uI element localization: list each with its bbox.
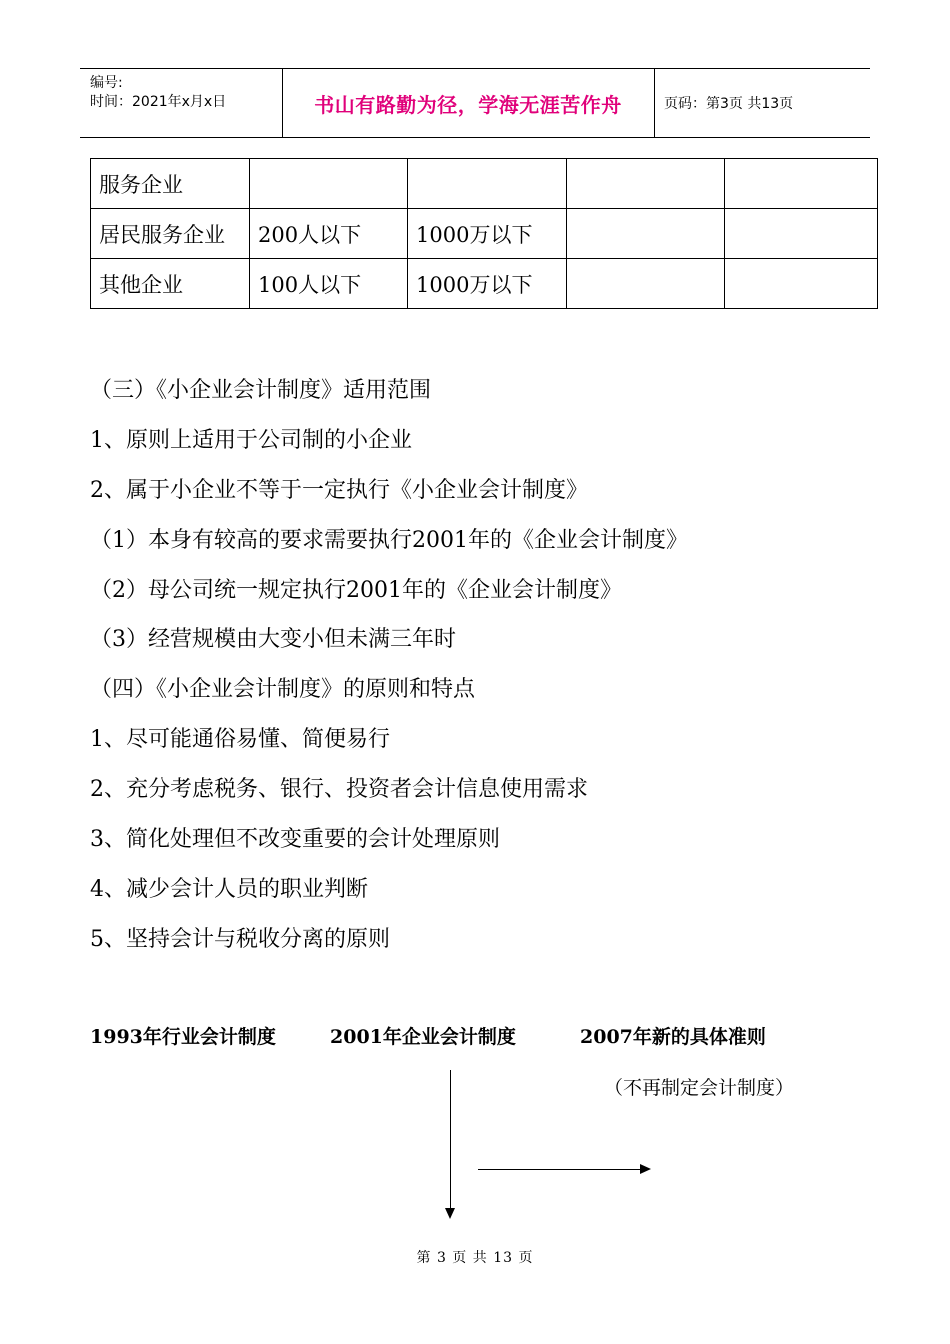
table-cell: 200人以下: [250, 209, 408, 259]
list-item: 3、简化处理但不改变重要的会计处理原则: [90, 827, 500, 852]
list-item: （3）经营规模由大变小但未满三年时: [90, 627, 456, 652]
enterprise-size-table: [90, 158, 878, 309]
date-label: 时间：2021年x月x日: [90, 94, 227, 110]
table-cell: [567, 209, 725, 259]
page-header: [80, 68, 870, 138]
list-item: 2、充分考虑税务、银行、投资者会计信息使用需求: [90, 777, 588, 802]
table-row: [91, 159, 878, 209]
table-cell: [567, 159, 725, 209]
list-item: （2）母公司统一规定执行2001年的《企业会计制度》: [90, 578, 622, 603]
table-cell: [250, 159, 408, 209]
table-cell: 其他企业: [91, 259, 250, 309]
page-info: 页码：第3页 共13页: [664, 96, 794, 112]
list-item: （1）本身有较高的要求需要执行2001年的《企业会计制度》: [90, 528, 688, 553]
section-heading: （三）《小企业会计制度》适用范围: [90, 378, 432, 403]
table-cell: [408, 159, 567, 209]
timeline-item-1993: 1993年行业会计制度: [90, 1026, 276, 1048]
header-motto-cell: [282, 69, 655, 137]
timeline-note: （不再制定会计制度）: [604, 1077, 795, 1099]
table-cell: 100人以下: [250, 259, 408, 309]
table-row: [91, 259, 878, 309]
section-heading: （四）《小企业会计制度》的原则和特点: [90, 677, 476, 702]
list-item: 5、坚持会计与税收分离的原则: [90, 927, 390, 952]
number-label: 编号:: [90, 75, 123, 91]
table-cell: [725, 259, 878, 309]
arrow-right-icon: [640, 1164, 651, 1174]
list-item: 2、属于小企业不等于一定执行《小企业会计制度》: [90, 478, 588, 503]
header-meta: [80, 69, 283, 137]
header-motto: 书山有路勤为径，学海无涯苦作舟: [314, 92, 622, 117]
timeline-item-2001: 2001年企业会计制度: [330, 1026, 516, 1048]
table-row: [91, 209, 878, 259]
list-item: 4、减少会计人员的职业判断: [90, 877, 368, 902]
table-cell: 1000万以下: [408, 259, 567, 309]
list-item: 1、尽可能通俗易懂、简便易行: [90, 727, 390, 752]
table-cell: 1000万以下: [408, 209, 567, 259]
list-item: 1、原则上适用于公司制的小企业: [90, 428, 412, 453]
vertical-arrow-line: [450, 1070, 451, 1210]
table-cell: [725, 209, 878, 259]
table-cell: [725, 159, 878, 209]
arrow-down-icon: [445, 1208, 455, 1219]
horizontal-arrow-line: [478, 1169, 642, 1170]
page-footer: 第 3 页 共 13 页: [416, 1250, 534, 1266]
table-cell: 居民服务企业: [91, 209, 250, 259]
timeline-item-2007: 2007年新的具体准则: [580, 1026, 766, 1048]
table-cell: [567, 259, 725, 309]
table-cell: 服务企业: [91, 159, 250, 209]
